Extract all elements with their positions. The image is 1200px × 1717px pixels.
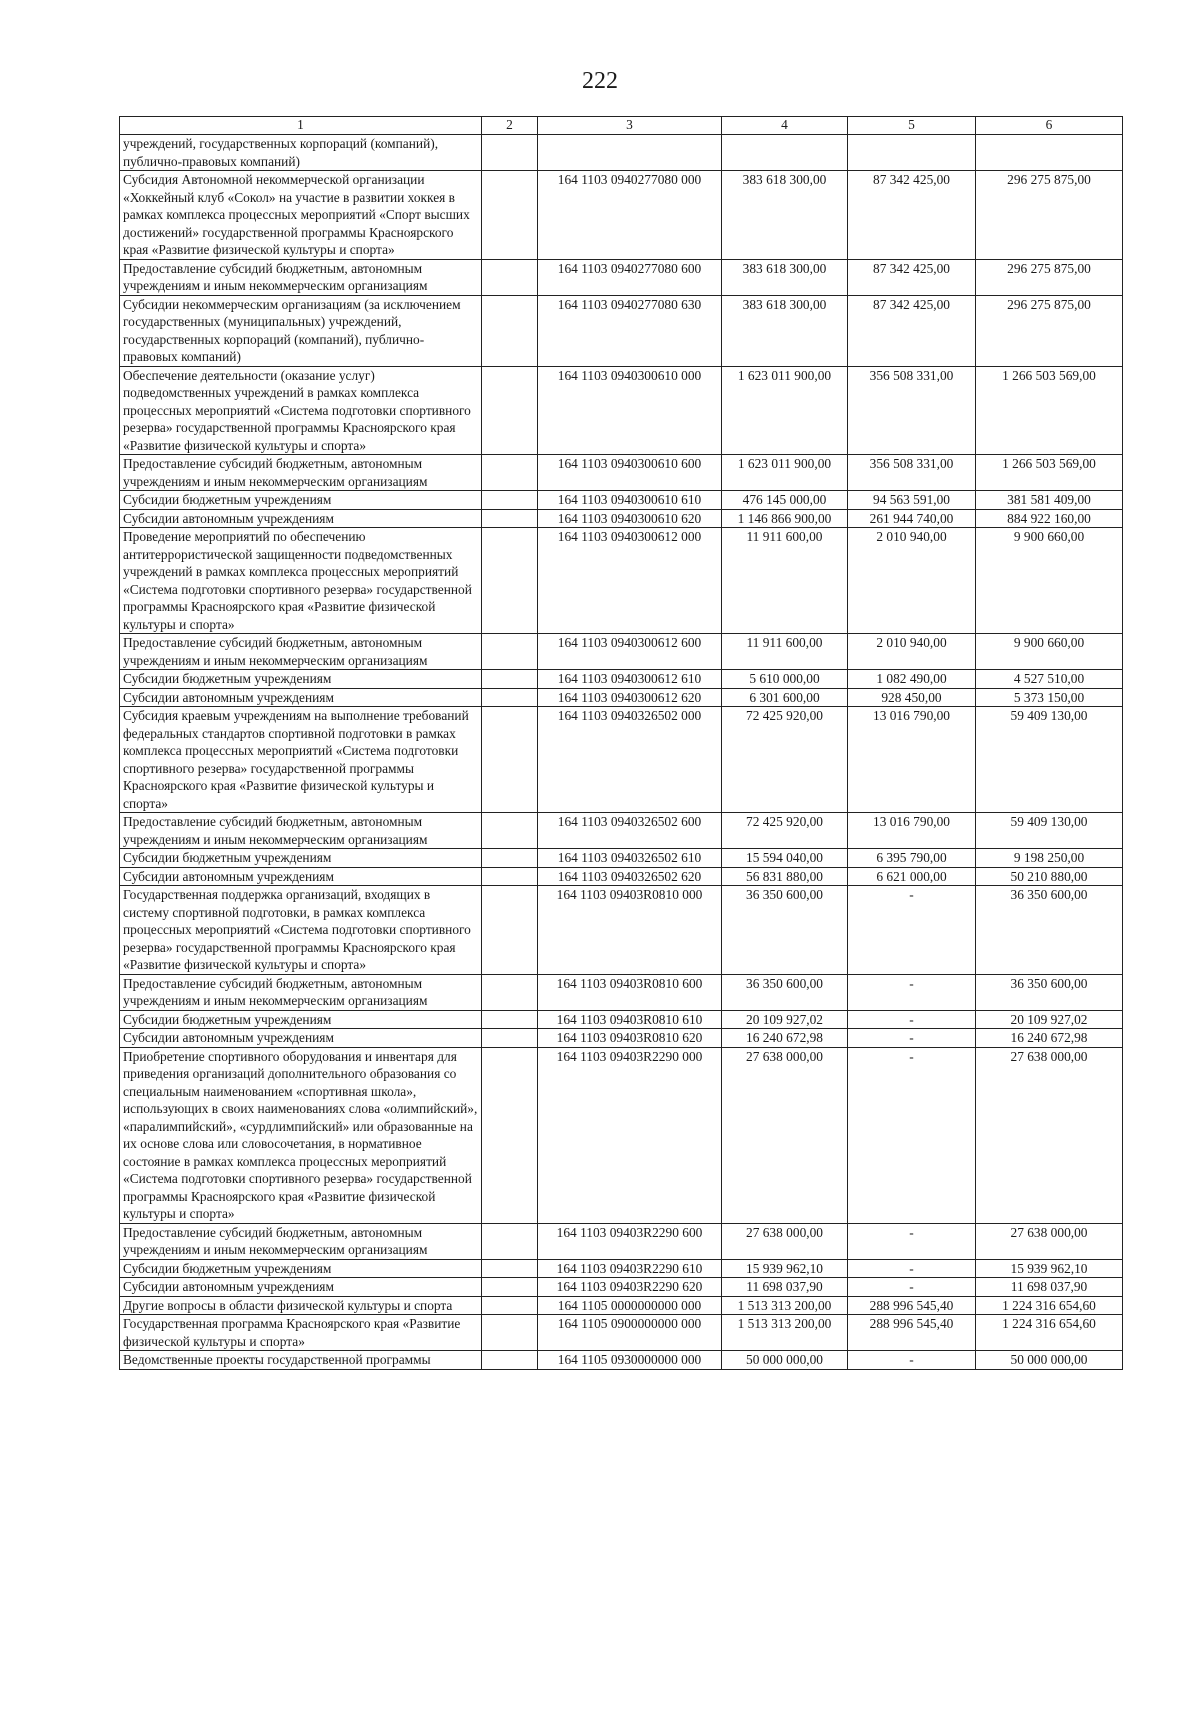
row-col2-cell	[482, 259, 538, 295]
column-header: 3	[538, 117, 722, 135]
row-code-cell: 164 1103 0940300612 600	[538, 634, 722, 670]
table-row	[120, 886, 1123, 975]
row-amount-cell: 383 618 300,00	[722, 259, 848, 295]
row-col2-cell	[482, 171, 538, 260]
row-executed-cell: -	[848, 1259, 976, 1278]
row-name-cell: Субсидия краевым учреждениям на выполнение требований федеральных стандартов спортивной подготовки в рамках комплекса процессных мероприятий «Система подготовки спортивного резерва» государственной программы Красноярского края «Развитие физической культуры и спорта»	[120, 707, 482, 813]
row-remaining-cell: 1 224 316 654,60	[976, 1315, 1123, 1351]
row-col2-cell	[482, 707, 538, 813]
row-amount-cell: 36 350 600,00	[722, 974, 848, 1010]
table-row	[120, 491, 1123, 510]
table-row	[120, 1029, 1123, 1048]
row-remaining-cell: 5 373 150,00	[976, 688, 1123, 707]
row-name-cell: Проведение мероприятий по обеспечению антитеррористической защищенности подведомственных учреждений в рамках комплекса процессных мероприятий «Система подготовки спортивного резерва» государственной программы Красноярского края «Развитие физической культуры и спорта»	[120, 528, 482, 634]
row-name-cell: Субсидии бюджетным учреждениям	[120, 491, 482, 510]
row-col2-cell	[482, 1223, 538, 1259]
row-code-cell: 164 1103 0940326502 620	[538, 867, 722, 886]
table-row	[120, 1351, 1123, 1370]
row-executed-cell: -	[848, 1351, 976, 1370]
row-remaining-cell: 9 900 660,00	[976, 634, 1123, 670]
row-amount-cell: 383 618 300,00	[722, 295, 848, 366]
row-code-cell: 164 1103 09403R2290 620	[538, 1278, 722, 1297]
row-remaining-cell: 27 638 000,00	[976, 1047, 1123, 1223]
row-executed-cell: 288 996 545,40	[848, 1296, 976, 1315]
row-col2-cell	[482, 1315, 538, 1351]
row-name-cell: Субсидии бюджетным учреждениям	[120, 670, 482, 689]
table-row	[120, 259, 1123, 295]
row-name-cell: Субсидии автономным учреждениям	[120, 688, 482, 707]
row-amount-cell: 11 911 600,00	[722, 634, 848, 670]
row-amount-cell: 476 145 000,00	[722, 491, 848, 510]
row-amount-cell: 27 638 000,00	[722, 1047, 848, 1223]
row-amount-cell: 1 623 011 900,00	[722, 455, 848, 491]
table-row	[120, 1259, 1123, 1278]
row-remaining-cell	[976, 135, 1123, 171]
row-remaining-cell: 27 638 000,00	[976, 1223, 1123, 1259]
row-remaining-cell: 1 266 503 569,00	[976, 455, 1123, 491]
row-executed-cell: 2 010 940,00	[848, 528, 976, 634]
row-col2-cell	[482, 1351, 538, 1370]
row-col2-cell	[482, 1010, 538, 1029]
row-name-cell: Субсидии автономным учреждениям	[120, 1278, 482, 1297]
row-col2-cell	[482, 528, 538, 634]
row-name-cell: Обеспечение деятельности (оказание услуг) подведомственных учреждений в рамках комплекса процессных мероприятий «Система подготовки спортивного резерва» государственной программы Красноярского края «Развитие физической культуры и спорта»	[120, 366, 482, 455]
row-col2-cell	[482, 867, 538, 886]
row-name-cell: Субсидии бюджетным учреждениям	[120, 1259, 482, 1278]
row-code-cell: 164 1103 09403R0810 000	[538, 886, 722, 975]
row-amount-cell: 72 425 920,00	[722, 813, 848, 849]
row-executed-cell: -	[848, 1223, 976, 1259]
row-name-cell: Предоставление субсидий бюджетным, автономным учреждениям и иным некоммерческим организациям	[120, 974, 482, 1010]
column-header: 5	[848, 117, 976, 135]
row-amount-cell: 6 301 600,00	[722, 688, 848, 707]
table-row	[120, 634, 1123, 670]
row-remaining-cell: 884 922 160,00	[976, 509, 1123, 528]
row-name-cell: Ведомственные проекты государственной программы	[120, 1351, 482, 1370]
row-code-cell: 164 1103 0940300610 610	[538, 491, 722, 510]
row-amount-cell: 1 513 313 200,00	[722, 1315, 848, 1351]
row-code-cell: 164 1103 09403R0810 610	[538, 1010, 722, 1029]
row-col2-cell	[482, 1278, 538, 1297]
row-remaining-cell: 9 198 250,00	[976, 849, 1123, 868]
row-col2-cell	[482, 886, 538, 975]
column-header: 2	[482, 117, 538, 135]
row-col2-cell	[482, 295, 538, 366]
row-executed-cell: 288 996 545,40	[848, 1315, 976, 1351]
row-code-cell: 164 1103 09403R0810 620	[538, 1029, 722, 1048]
row-code-cell: 164 1103 0940326502 000	[538, 707, 722, 813]
row-executed-cell: 261 944 740,00	[848, 509, 976, 528]
row-code-cell: 164 1105 0000000000 000	[538, 1296, 722, 1315]
table-row	[120, 1010, 1123, 1029]
row-amount-cell: 27 638 000,00	[722, 1223, 848, 1259]
row-executed-cell: 13 016 790,00	[848, 707, 976, 813]
row-name-cell: Предоставление субсидий бюджетным, автономным учреждениям и иным некоммерческим организациям	[120, 455, 482, 491]
row-amount-cell: 72 425 920,00	[722, 707, 848, 813]
row-executed-cell: -	[848, 1278, 976, 1297]
row-code-cell: 164 1103 0940300610 000	[538, 366, 722, 455]
row-executed-cell: 928 450,00	[848, 688, 976, 707]
row-amount-cell: 15 594 040,00	[722, 849, 848, 868]
row-executed-cell: -	[848, 1029, 976, 1048]
row-executed-cell	[848, 135, 976, 171]
row-code-cell: 164 1103 0940277080 000	[538, 171, 722, 260]
row-amount-cell: 1 623 011 900,00	[722, 366, 848, 455]
row-col2-cell	[482, 366, 538, 455]
row-executed-cell: 87 342 425,00	[848, 259, 976, 295]
row-col2-cell	[482, 1029, 538, 1048]
row-executed-cell: 356 508 331,00	[848, 455, 976, 491]
table-row	[120, 1223, 1123, 1259]
row-executed-cell: 1 082 490,00	[848, 670, 976, 689]
column-header: 6	[976, 117, 1123, 135]
row-remaining-cell: 16 240 672,98	[976, 1029, 1123, 1048]
row-code-cell: 164 1105 0900000000 000	[538, 1315, 722, 1351]
row-code-cell: 164 1103 09403R2290 600	[538, 1223, 722, 1259]
row-executed-cell: 87 342 425,00	[848, 171, 976, 260]
row-col2-cell	[482, 849, 538, 868]
row-code-cell	[538, 135, 722, 171]
row-name-cell: Предоставление субсидий бюджетным, автономным учреждениям и иным некоммерческим организациям	[120, 1223, 482, 1259]
row-name-cell: Другие вопросы в области физической культуры и спорта	[120, 1296, 482, 1315]
row-amount-cell: 383 618 300,00	[722, 171, 848, 260]
row-remaining-cell: 36 350 600,00	[976, 886, 1123, 975]
table-row	[120, 707, 1123, 813]
row-name-cell: Субсидии автономным учреждениям	[120, 509, 482, 528]
table-row	[120, 528, 1123, 634]
row-name-cell: Государственная поддержка организаций, входящих в систему спортивной подготовки, в рамках комплекса процессных мероприятий «Система подготовки спортивного резерва» государственной программы Красноярского края «Развитие физической культуры и спорта»	[120, 886, 482, 975]
table-row	[120, 1278, 1123, 1297]
table-row	[120, 974, 1123, 1010]
row-executed-cell: -	[848, 1047, 976, 1223]
row-code-cell: 164 1103 0940300612 610	[538, 670, 722, 689]
column-header: 4	[722, 117, 848, 135]
row-remaining-cell: 11 698 037,90	[976, 1278, 1123, 1297]
row-col2-cell	[482, 135, 538, 171]
row-remaining-cell: 36 350 600,00	[976, 974, 1123, 1010]
row-executed-cell: -	[848, 886, 976, 975]
row-executed-cell: 356 508 331,00	[848, 366, 976, 455]
row-amount-cell: 5 610 000,00	[722, 670, 848, 689]
row-remaining-cell: 20 109 927,02	[976, 1010, 1123, 1029]
row-col2-cell	[482, 1259, 538, 1278]
row-amount-cell: 11 698 037,90	[722, 1278, 848, 1297]
row-col2-cell	[482, 509, 538, 528]
row-name-cell: Предоставление субсидий бюджетным, автономным учреждениям и иным некоммерческим организациям	[120, 813, 482, 849]
column-header: 1	[120, 117, 482, 135]
row-name-cell: Предоставление субсидий бюджетным, автономным учреждениям и иным некоммерческим организациям	[120, 634, 482, 670]
table-body	[120, 135, 1123, 1370]
row-amount-cell: 15 939 962,10	[722, 1259, 848, 1278]
row-amount-cell: 20 109 927,02	[722, 1010, 848, 1029]
row-code-cell: 164 1103 0940300610 600	[538, 455, 722, 491]
row-col2-cell	[482, 634, 538, 670]
row-amount-cell: 50 000 000,00	[722, 1351, 848, 1370]
row-code-cell: 164 1103 0940277080 600	[538, 259, 722, 295]
row-executed-cell: 6 395 790,00	[848, 849, 976, 868]
row-code-cell: 164 1103 0940300610 620	[538, 509, 722, 528]
table-row	[120, 1296, 1123, 1315]
row-col2-cell	[482, 974, 538, 1010]
row-amount-cell: 16 240 672,98	[722, 1029, 848, 1048]
page-number: 222	[582, 68, 618, 94]
row-col2-cell	[482, 813, 538, 849]
row-amount-cell: 1 146 866 900,00	[722, 509, 848, 528]
table-row	[120, 849, 1123, 868]
row-code-cell: 164 1103 0940326502 610	[538, 849, 722, 868]
row-name-cell: Приобретение спортивного оборудования и инвентаря для приведения организаций дополнительного образования со специальным наименованием «спортивная школа», использующих в своих наименованиях слова «олимпийский», «паралимпийский», «сурдлимпийский» или образованные на их основе слова или словосочетания, в нормативное состояние в рамках комплекса процессных мероприятий «Система подготовки спортивного резерва» государственной программы Красноярского края «Развитие физической культуры и спорта»	[120, 1047, 482, 1223]
row-executed-cell: 94 563 591,00	[848, 491, 976, 510]
table-row	[120, 867, 1123, 886]
row-col2-cell	[482, 670, 538, 689]
row-remaining-cell: 9 900 660,00	[976, 528, 1123, 634]
row-remaining-cell: 4 527 510,00	[976, 670, 1123, 689]
row-amount-cell: 11 911 600,00	[722, 528, 848, 634]
row-remaining-cell: 296 275 875,00	[976, 259, 1123, 295]
row-amount-cell: 1 513 313 200,00	[722, 1296, 848, 1315]
row-name-cell: Субсидии автономным учреждениям	[120, 1029, 482, 1048]
budget-table	[119, 116, 1123, 1370]
table-row	[120, 135, 1123, 171]
table-row	[120, 295, 1123, 366]
row-code-cell: 164 1103 0940300612 620	[538, 688, 722, 707]
row-name-cell: учреждений, государственных корпораций (компаний), публично-правовых компаний)	[120, 135, 482, 171]
row-remaining-cell: 59 409 130,00	[976, 813, 1123, 849]
row-remaining-cell: 59 409 130,00	[976, 707, 1123, 813]
table-row	[120, 1047, 1123, 1223]
row-code-cell: 164 1103 09403R0810 600	[538, 974, 722, 1010]
row-col2-cell	[482, 455, 538, 491]
row-col2-cell	[482, 688, 538, 707]
table-row	[120, 171, 1123, 260]
row-remaining-cell: 15 939 962,10	[976, 1259, 1123, 1278]
row-remaining-cell: 50 210 880,00	[976, 867, 1123, 886]
table-row	[120, 1315, 1123, 1351]
row-name-cell: Субсидия Автономной некоммерческой организации «Хоккейный клуб «Сокол» на участие в развитии хоккея в рамках комплекса процессных мероприятий «Спорт высших достижений» государственной программы Красноярского края «Развитие физической культуры и спорта»	[120, 171, 482, 260]
row-executed-cell: -	[848, 974, 976, 1010]
row-name-cell: Субсидии некоммерческим организациям (за исключением государственных (муниципальных) учреждений, государственных корпораций (компаний), публично-правовых компаний)	[120, 295, 482, 366]
table-header-row	[120, 117, 1123, 135]
row-name-cell: Субсидии бюджетным учреждениям	[120, 849, 482, 868]
table-row	[120, 813, 1123, 849]
row-executed-cell: 87 342 425,00	[848, 295, 976, 366]
row-name-cell: Предоставление субсидий бюджетным, автономным учреждениям и иным некоммерческим организациям	[120, 259, 482, 295]
row-name-cell: Субсидии автономным учреждениям	[120, 867, 482, 886]
row-code-cell: 164 1105 0930000000 000	[538, 1351, 722, 1370]
table-row	[120, 366, 1123, 455]
row-name-cell: Субсидии бюджетным учреждениям	[120, 1010, 482, 1029]
row-code-cell: 164 1103 0940326502 600	[538, 813, 722, 849]
row-remaining-cell: 1 266 503 569,00	[976, 366, 1123, 455]
table-row	[120, 509, 1123, 528]
row-code-cell: 164 1103 0940277080 630	[538, 295, 722, 366]
row-remaining-cell: 50 000 000,00	[976, 1351, 1123, 1370]
row-col2-cell	[482, 1296, 538, 1315]
table-row	[120, 455, 1123, 491]
row-executed-cell: 6 621 000,00	[848, 867, 976, 886]
table-row	[120, 670, 1123, 689]
row-code-cell: 164 1103 09403R2290 610	[538, 1259, 722, 1278]
row-col2-cell	[482, 491, 538, 510]
row-executed-cell: 2 010 940,00	[848, 634, 976, 670]
row-col2-cell	[482, 1047, 538, 1223]
row-amount-cell: 56 831 880,00	[722, 867, 848, 886]
row-code-cell: 164 1103 09403R2290 000	[538, 1047, 722, 1223]
table-row	[120, 688, 1123, 707]
row-executed-cell: 13 016 790,00	[848, 813, 976, 849]
row-remaining-cell: 296 275 875,00	[976, 295, 1123, 366]
row-amount-cell: 36 350 600,00	[722, 886, 848, 975]
row-name-cell: Государственная программа Красноярского края «Развитие физической культуры и спорта»	[120, 1315, 482, 1351]
row-executed-cell: -	[848, 1010, 976, 1029]
row-remaining-cell: 381 581 409,00	[976, 491, 1123, 510]
row-remaining-cell: 1 224 316 654,60	[976, 1296, 1123, 1315]
row-remaining-cell: 296 275 875,00	[976, 171, 1123, 260]
row-code-cell: 164 1103 0940300612 000	[538, 528, 722, 634]
row-amount-cell	[722, 135, 848, 171]
